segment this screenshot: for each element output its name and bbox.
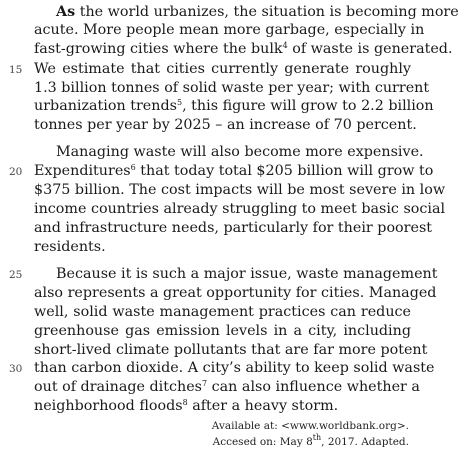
footnote-marker: 7 [202, 379, 208, 388]
source-available: Available at: <www.worldbank.org>. [211, 420, 409, 432]
text-line: acute. More people mean more garbage, especially in [34, 22, 425, 38]
text-line: well, solid waste management practices can reduce [34, 304, 411, 320]
footnote-marker: 6 [130, 163, 136, 172]
source-accessed: Accesed on: May 8th, 2017. Adapted. [212, 433, 409, 448]
text-line: than carbon dioxide. A city’s ability to keep solid waste [34, 360, 435, 376]
text-line: 1.3 billion tonnes of solid waste per year; with current [34, 80, 430, 96]
text-line: out of drainage ditches$^7$ can also influence whether a [34, 379, 420, 395]
footnote-marker: 4 [282, 41, 288, 50]
line-number: 15 [9, 64, 23, 76]
text-line: Managing waste will also become more expensive. [56, 144, 424, 160]
line-number: 30 [9, 363, 23, 375]
footnote-marker: 8 [182, 398, 188, 407]
text-line: neighborhood floods$^8$ after a heavy storm. [34, 398, 339, 414]
text-line: also represents a great opportunity for cities. Managed [34, 285, 437, 301]
text-line: urbanization trends$^5$, this figure will grow to 2.2 billion [34, 98, 434, 114]
text-line: fast-growing cities where the bulk$^4$ of waste is generated. [34, 41, 453, 57]
text-line: As the world urbanizes, the situation is becoming more [56, 4, 459, 20]
text-line: short-lived climate pollutants that are far more potent [34, 342, 428, 358]
text-line: residents. [34, 239, 106, 255]
line-number: 25 [9, 269, 23, 281]
lead-word: As [56, 4, 76, 20]
text-line: greenhouse gas emission levels in a city, including [34, 323, 411, 339]
text-line: Expenditures$^6$ that today total $205 billion will grow to [34, 163, 434, 179]
text-line: We estimate that cities currently generate roughly [34, 61, 411, 77]
text-line: income countries already struggling to meet basic social [34, 201, 446, 217]
text-line: and infrastructure needs, particularly for their poorest [34, 220, 433, 236]
text-line: tonnes per year by 2025 – an increase of 70 percent. [34, 117, 417, 133]
text-line: Because it is such a major issue, waste management [56, 266, 438, 282]
footnote-marker: 5 [176, 98, 183, 107]
text-line: $375 billion. The cost impacts will be most severe in low [34, 182, 446, 198]
line-number: 20 [9, 166, 23, 178]
